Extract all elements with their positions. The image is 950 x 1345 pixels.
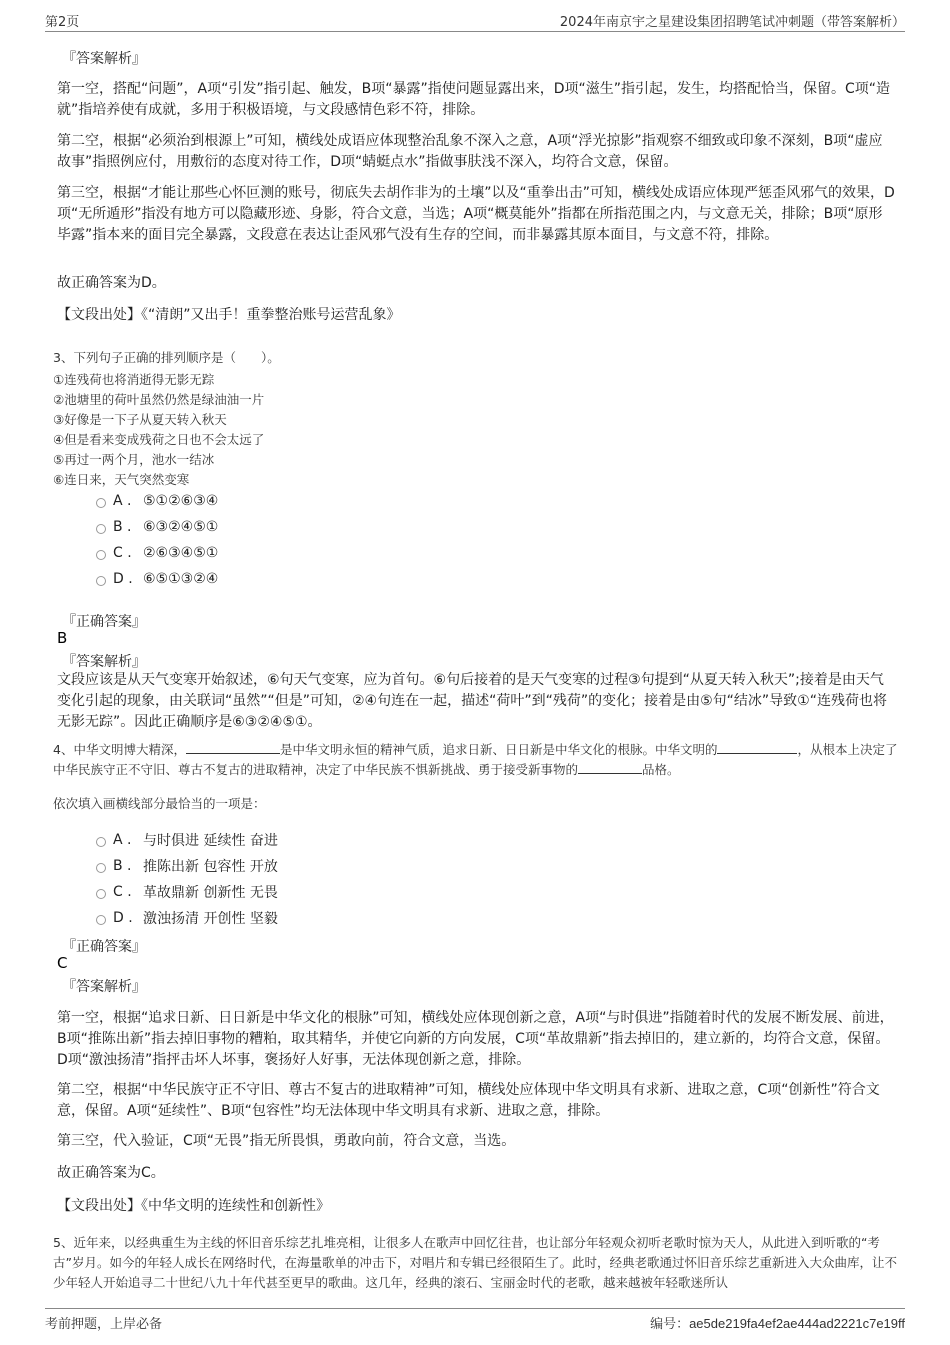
q4-analysis-title: 『答案解析』 (62, 979, 146, 995)
document-title: 2024年南京宇之星建设集团招聘笔试冲刺题（带答案解析） (559, 15, 905, 30)
q4-option-b[interactable] (96, 856, 278, 876)
q4-option-c[interactable] (96, 882, 278, 902)
radio-button[interactable] (96, 837, 106, 847)
q4-stem-part: ，从根本上决定了中华民族守正不守旧、尊古不复古的进取精神，决定了中华民族不惧新挑战、勇于接受新事物的 (53, 742, 898, 777)
page-number: 第2页 (45, 15, 80, 30)
q4-analysis-p2: 第二空，根据“中华民族守正不守旧、尊古不复古的进取精神”可知，横线处应体现中华文明具有求新、进取之意，C项“创新性”符合文意，保留。A项“延续性”、B项“包容性”均无法体现中华文明具有求新、进取之意，排除。 (57, 1082, 880, 1119)
option-label: D . (113, 571, 133, 587)
q4-stem-part: 是中华文明永恒的精神气质，追求日新、日日新是中华文化的根脉。中华文明的 (279, 742, 718, 757)
q4-stem-part: 品格。 (642, 762, 680, 777)
option-text: 革故鼎新 创新性 无畏 (143, 885, 278, 901)
q4-answer-title: 『正确答案』 (62, 939, 146, 955)
q3-item: ③好像是一下子从夏天转入秋天 (53, 412, 227, 427)
q5-stem: 5、近年来，以经典重生为主线的怀旧音乐综艺扎堆亮相，让很多人在歌声中回忆往昔，也让部分年轻观众初听老歌时惊为天人，从此进入到听歌的“考古”岁月。如今的年轻人成长在网络时代，在海量歌单的冲击下，对唱片和专辑已经很陌生了。此时，经典老歌通过怀旧音乐综艺重新进入大众曲库，让不少年轻人开始追寻二十世纪八九十年代甚至更早的歌曲。这几年，经典的滚石、宝丽金时代的老歌，越来越被年轻歌迷所认 (53, 1235, 897, 1290)
option-label: D . (113, 910, 133, 926)
option-text: 与时俱进 延续性 奋进 (143, 833, 278, 849)
q4-stem-part: 4、中华文明博大精深， (53, 742, 186, 757)
option-text: 推陈出新 包容性 开放 (143, 859, 278, 875)
q2-analysis-title: 『答案解析』 (62, 51, 146, 67)
radio-button[interactable] (96, 498, 106, 508)
q3-analysis-title: 『答案解析』 (62, 654, 146, 670)
radio-button[interactable] (96, 889, 106, 899)
radio-button[interactable] (96, 550, 106, 560)
document-code (650, 1313, 905, 1332)
q3-stem: 3、下列句子正确的排列顺序是（ ）。 (53, 350, 280, 365)
q2-analysis-p1: 第一空，搭配“问题”，A项“引发”指引起、触发，B项“暴露”指使问题显露出来，D项“滋生”指引起，发生，均搭配恰当，保留。C项“造就”指培养使有成就，多用于积极语境，与文段感情色彩不符，排除。 (57, 81, 891, 118)
q3-answer-title: 『正确答案』 (62, 614, 146, 630)
code-value: ae5de219fa4ef2ae444ad2221c7e19ff (689, 1316, 905, 1331)
q4-analysis-p3: 第三空，代入验证，C项“无畏”指无所畏惧，勇敢向前，符合文意，当选。 (57, 1133, 516, 1149)
q2-analysis-p3: 第三空，根据“才能让那些心怀叵测的账号，彻底失去胡作非为的土壤”以及“重拳出击”可知，横线处成语应体现严惩歪风邪气的效果，D项“无所遁形”指没有地方可以隐藏形迹、身影，符合文意，当选；A项“概莫能外”指都在所指范围之内，与文意无关，排除；B项“原形毕露”指本来的面目完全暴露，文段意在表达让歪风邪气没有生存的空间，而非暴露其原本面目，与文意不符，排除。 (57, 185, 895, 243)
q3-analysis: 文段应该是从天气变寒开始叙述，⑥句天气变寒，应为首句。⑥句后接着的是天气变寒的过程③句提到“从夏天转入秋天”;接着是由天气变化引起的现象，由关联词“虽然”“但是”可知，②④句连在一起，描述“荷叶”到“残荷”的变化；接着是由⑤句“结冰”导致①“连残荷也将无影无踪”。因此正确顺序是⑥③②④⑤①。 (57, 672, 887, 730)
radio-button[interactable] (96, 576, 106, 586)
option-text: ⑥③②④⑤① (143, 519, 219, 535)
q2-source: 【文段出处】《“清朗”又出手！重拳整治账号运营乱象》 (57, 307, 401, 323)
code-label: 编号： (650, 1317, 690, 1332)
option-text: ⑤①②⑥③④ (143, 493, 219, 509)
q4-source: 【文段出处】《中华文明的连续性和创新性》 (57, 1198, 330, 1214)
q3-item: ②池塘里的荷叶虽然仍然是绿油油一片 (53, 392, 265, 407)
q3-item: ⑥连日来，天气突然变寒 (53, 472, 190, 487)
q3-option-d[interactable] (96, 571, 218, 587)
q4-conclusion: 故正确答案为C。 (57, 1165, 165, 1181)
footer-slogan: 考前押题，上岸必备 (45, 1317, 163, 1332)
q4-prompt: 依次填入画横线部分最恰当的一项是： (53, 796, 266, 811)
option-label: C . (113, 545, 132, 561)
option-label: B . (113, 858, 132, 874)
q4-stem (53, 740, 903, 780)
q3-item: ①连残荷也将消逝得无影无踪 (53, 372, 215, 387)
q3-answer: B (57, 629, 68, 647)
header-divider (45, 31, 905, 32)
radio-button[interactable] (96, 524, 106, 534)
fill-blank (717, 741, 797, 754)
option-text: 激浊扬清 开创性 坚毅 (143, 911, 278, 927)
option-label: C . (113, 884, 132, 900)
fill-blank (186, 741, 280, 754)
q4-answer: C (57, 954, 68, 972)
radio-button[interactable] (96, 863, 106, 873)
q3-item: ⑤再过一两个月，池水一结冰 (53, 452, 215, 467)
footer-divider (45, 1308, 905, 1309)
q4-option-a[interactable] (96, 830, 278, 850)
q4-option-d[interactable] (96, 908, 278, 928)
q2-analysis-p2: 第二空，根据“必须治到根源上”可知，横线处成语应体现整治乱象不深入之意，A项“浮光掠影”指观察不细致或印象不深刻，B项“虚应故事”指照例应付，用敷衍的态度对待工作，D项“蜻蜓点水”指做事肤浅不深入，均符合文意，保留。 (57, 133, 883, 170)
option-text: ⑥⑤①③②④ (143, 571, 219, 587)
option-label: A . (113, 832, 132, 848)
q3-option-a[interactable] (96, 493, 218, 509)
q3-option-b[interactable] (96, 519, 218, 535)
page-header (0, 0, 950, 34)
radio-button[interactable] (96, 915, 106, 925)
option-text: ②⑥③④⑤① (143, 545, 219, 561)
q2-conclusion: 故正确答案为D。 (57, 275, 166, 291)
option-label: B . (113, 519, 132, 535)
q4-analysis-p1: 第一空，根据“追求日新、日日新是中华文化的根脉”可知，横线处应体现创新之意，A项“与时俱进”指随着时代的发展不断发展、前进，B项“推陈出新”指去掉旧事物的糟粕，取其精华，并使它向新的方向发展，C项“革故鼎新”指去掉旧的，建立新的，均符合文意，保留。D项“激浊扬清”指抨击坏人坏事，褒扬好人好事，无法体现创新之意，排除。 (57, 1010, 894, 1068)
option-label: A . (113, 493, 132, 509)
q3-item: ④但是看来变成残荷之日也不会太远了 (53, 432, 265, 447)
fill-blank (578, 761, 642, 774)
q3-option-c[interactable] (96, 545, 218, 561)
